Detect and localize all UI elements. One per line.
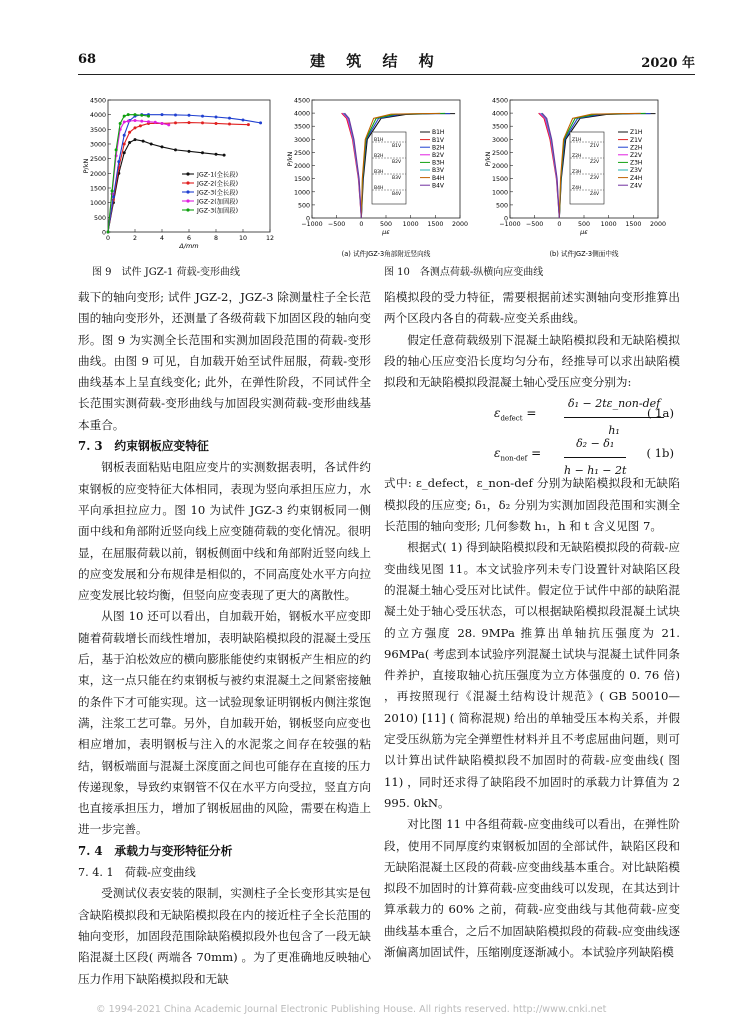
journal-title: 建 筑 结 构 bbox=[310, 52, 442, 70]
panel-caption: (b) 试件JGZ-3侧面中线 bbox=[549, 250, 619, 258]
data-point bbox=[128, 131, 131, 134]
legend-label: JGZ-2(全长段) bbox=[197, 180, 239, 188]
y-tick-label: 1500 bbox=[491, 176, 508, 184]
data-point bbox=[134, 138, 137, 141]
y-axis-label: P/kN bbox=[286, 151, 294, 167]
y-tick-label: 2000 bbox=[293, 163, 310, 171]
figure-9-caption: 图 9 试件 JGZ-1 荷载-变形曲线 bbox=[92, 267, 240, 278]
eq1b-denominator: h − h₁ − 2t bbox=[564, 463, 627, 477]
x-axis-label: με bbox=[382, 228, 390, 236]
data-point bbox=[119, 122, 122, 125]
data-point bbox=[134, 113, 137, 116]
inset-label: B1H bbox=[374, 138, 384, 143]
data-point bbox=[215, 122, 218, 125]
panel-caption: (a) 试件JGZ-3角部附近竖向线 bbox=[341, 250, 431, 258]
paragraph: 从图 10 还可以看出，自加载开始，钢板水平应变即随着荷载增长而线性增加，表明缺陷模拟段的混凝土受压后，基于泊松效应的横向膨胀能使约束钢板产生相应的约束，这一点只能在约束钢板与被约束混凝土之间紧密接触的条件下才可能实现。这一试验现象证明钢板内侧注浆饱满，注浆工艺可靠。另外，自加载开始，钢板竖向应变也相应增加，表明钢板与注入的水泥浆之间存在较强的粘结，钢板端面与混凝土深度面之间也可能存在直接的压力传递现象，导致约束钢管不仅在水平方向受拉，竖直方向也直接承担压力，增加了钢板屈曲的风险，需要在构造上进一步完善。 bbox=[78, 609, 371, 837]
legend-label: Z2V bbox=[630, 152, 643, 159]
series-line-Z3V bbox=[541, 113, 559, 218]
x-tick-label: 1500 bbox=[625, 221, 642, 228]
data-point bbox=[174, 121, 177, 124]
paragraph: 假定任意荷载级别下混凝土缺陷模拟段和无缺陷模拟段的轴心压应变沿长度均匀分布，经推导可以求出缺陷模拟段和无缺陷模拟段混凝土轴心受压应变分别为: bbox=[384, 332, 680, 390]
inset-label: B4H bbox=[374, 186, 384, 191]
data-point bbox=[247, 123, 250, 126]
data-point bbox=[161, 145, 164, 148]
y-tick-label: 3000 bbox=[89, 141, 106, 149]
legend-label: Z1H bbox=[630, 129, 643, 137]
inset-label: Z4V bbox=[590, 192, 600, 197]
data-point bbox=[161, 122, 164, 125]
inset-label: B3V bbox=[392, 176, 402, 181]
eq1a-denominator: h₁ bbox=[608, 423, 620, 437]
y-tick-label: 3000 bbox=[491, 136, 508, 144]
x-tick-label: 8 bbox=[213, 235, 219, 242]
data-point bbox=[134, 126, 137, 129]
inset-label: Z3V bbox=[590, 176, 600, 181]
paragraph: 受测试仪表安装的限制，实测柱子全长变形其实是包含缺陷模拟段和无缺陷模拟段在内的接近柱子全长范围的轴向变形，加固段范围除缺陷模拟段外也包含了一段无缺陷混凝土区段( 两端各 70mm) 。为了更准确地反映轴心压力作用下缺陷模拟段和无缺 bbox=[78, 886, 371, 986]
y-tick-label: 500 bbox=[93, 214, 106, 222]
eq1b-numerator: δ₂ − δ₁ bbox=[564, 433, 626, 457]
y-tick-label: 4000 bbox=[293, 110, 310, 118]
legend-marker bbox=[186, 199, 189, 202]
data-point bbox=[161, 113, 164, 116]
data-point bbox=[201, 151, 204, 154]
data-point bbox=[127, 113, 130, 116]
eq1a-tag: ( 1a) bbox=[646, 406, 674, 421]
eq1a-equals: = bbox=[526, 406, 537, 421]
data-point bbox=[228, 117, 231, 120]
y-tick-label: 2000 bbox=[491, 163, 508, 171]
data-point bbox=[223, 154, 226, 157]
x-tick-label: 1000 bbox=[402, 221, 419, 228]
data-point bbox=[259, 121, 262, 124]
left-column bbox=[78, 287, 371, 990]
legend-label: B2V bbox=[432, 152, 445, 159]
y-tick-label: 3500 bbox=[293, 123, 310, 131]
y-tick-label: 1000 bbox=[491, 189, 508, 197]
legend-marker bbox=[186, 208, 189, 211]
y-tick-label: 0 bbox=[305, 215, 310, 223]
page-number: 68 bbox=[78, 52, 97, 67]
x-tick-label: 1000 bbox=[600, 221, 617, 228]
data-point bbox=[123, 115, 126, 118]
inset-label: Z2H bbox=[572, 154, 582, 159]
legend-marker bbox=[186, 172, 189, 175]
data-point bbox=[188, 121, 191, 124]
header-rule bbox=[78, 74, 695, 75]
y-tick-label: 500 bbox=[297, 202, 310, 210]
section-heading: 7. 4 承载力与变形特征分析 bbox=[78, 843, 233, 858]
inset-label: Z1V bbox=[590, 144, 600, 149]
inset-label: Z1H bbox=[572, 138, 582, 143]
equation-1a bbox=[384, 393, 680, 437]
data-point bbox=[167, 123, 170, 126]
equation-1b bbox=[384, 433, 680, 477]
y-tick-label: 1000 bbox=[89, 200, 106, 208]
data-point bbox=[140, 120, 143, 123]
data-point bbox=[188, 114, 191, 117]
data-point bbox=[147, 120, 150, 123]
y-tick-label: 4000 bbox=[491, 110, 508, 118]
eq1a-subscript: defect bbox=[500, 414, 523, 423]
data-point bbox=[111, 189, 114, 192]
data-point bbox=[142, 140, 145, 143]
paragraph: 陷模拟段的受力特征，需要根据前述实测轴向变形推算出两个区段内各自的荷载-应变关系曲线。 bbox=[384, 290, 680, 326]
inset-label: Z4H bbox=[572, 186, 582, 191]
y-tick-label: 0 bbox=[503, 215, 508, 223]
series-line-B3V bbox=[344, 113, 362, 218]
legend-label: B3V bbox=[432, 167, 445, 175]
data-point bbox=[147, 115, 150, 118]
legend-label: Z4H bbox=[630, 174, 643, 182]
data-point bbox=[154, 121, 157, 124]
x-tick-label: −500 bbox=[328, 221, 346, 228]
legend-label: JGZ-1(全长段) bbox=[197, 171, 239, 179]
x-tick-label: 500 bbox=[379, 221, 393, 228]
data-point bbox=[215, 153, 218, 156]
data-point bbox=[117, 160, 120, 163]
series-line-B4V bbox=[345, 113, 362, 218]
eq1a-lhs: ε bbox=[494, 406, 501, 421]
legend-label: JGZ-3(全长段) bbox=[197, 189, 239, 197]
data-point bbox=[115, 148, 118, 151]
right-column bbox=[384, 287, 680, 963]
eq1b-subscript: non-def bbox=[500, 454, 528, 463]
y-axis-label: P/kN bbox=[82, 158, 90, 174]
x-tick-label: 0 bbox=[557, 221, 562, 228]
eq1b-tag: ( 1b) bbox=[646, 446, 674, 461]
data-point bbox=[128, 141, 131, 144]
legend-label: Z1V bbox=[630, 136, 643, 144]
x-tick-label: −1000 bbox=[301, 221, 323, 228]
inset-label: B2V bbox=[392, 160, 402, 165]
x-tick-label: 2000 bbox=[451, 221, 469, 228]
x-axis-label: Δ/mm bbox=[179, 242, 199, 250]
eq1b-lhs: ε bbox=[494, 446, 501, 461]
x-tick-label: 12 bbox=[265, 235, 275, 242]
data-point bbox=[242, 118, 245, 121]
y-tick-label: 500 bbox=[495, 202, 508, 210]
inset-label: B3H bbox=[374, 170, 384, 175]
data-point bbox=[201, 121, 204, 124]
x-tick-label: −500 bbox=[526, 221, 544, 228]
legend-label: B1H bbox=[432, 129, 445, 137]
legend-label: B4V bbox=[432, 182, 445, 190]
copyright-footer: © 1994-2021 China Academic Journal Electronic Publishing House. All rights reserved. http://www.cnki.net bbox=[96, 1004, 607, 1015]
data-point bbox=[188, 150, 191, 153]
eq1a-numerator: δ₁ − 2tε_non-def bbox=[564, 393, 664, 417]
data-point bbox=[228, 123, 231, 126]
paragraph: 载下的轴向变形; 试件 JGZ-2，JGZ-3 除测量柱子全长范围的轴向变形外，还测量了各级荷载下加固区段的轴向变形。图 9 为实测全长范围和实测加固段范围的荷载-变形曲线。由图 9 可见，自加载开始至试件屈服，荷载-变形曲线基本上呈直线变化; 此外，在弹性阶段，不同试件全长范围实测荷载-变形曲线与加固段实测荷载-变形曲线基本重合。 bbox=[78, 290, 371, 432]
data-point bbox=[107, 231, 110, 234]
inset-label: B2H bbox=[374, 154, 384, 159]
y-tick-label: 4500 bbox=[293, 97, 310, 105]
plot-frame bbox=[108, 100, 270, 232]
y-tick-label: 2000 bbox=[89, 170, 106, 178]
y-tick-label: 1500 bbox=[293, 176, 310, 184]
inset-label: Z3H bbox=[572, 170, 582, 175]
legend-marker bbox=[186, 181, 189, 184]
y-tick-label: 2500 bbox=[89, 156, 106, 164]
data-point bbox=[123, 134, 126, 137]
data-point bbox=[127, 120, 130, 123]
section-heading: 7. 3 约束钢板应变特征 bbox=[78, 439, 209, 454]
y-tick-label: 3500 bbox=[491, 123, 508, 131]
y-tick-label: 3500 bbox=[89, 126, 106, 134]
paragraph: 根据式( 1) 得到缺陷模拟段和无缺陷模拟段的荷载-应变曲线见图 11。本文试验序列未专门设置针对缺陷区段的混凝土轴心受压对比试件。假定位于试件中部的缺陷混凝土处于轴心受压状态，可以根据缺陷模拟段混凝土试块的立方强度 28. 9MPa 推算出单轴抗压强度为 21. 96MPa( 考虑到本试验序列混凝土试块与混凝土试件同条件养护，直接取轴心抗压强度为立方体强度的 0. 76 倍) ，再按照现行《混凝土结构设计规范》( GB 50010—2010) [11] ( 简称混规) 给出的单轴受压本构关系，并假定受压纵筋为完全弹塑性材料并且不考虑屈曲问题，则可以计算出试件缺陷模拟段不加固时的荷载-应变曲线( 图 11) ，同时还求得了缺陷段不加固时的承载力计算值为 2 995. 0kN。 bbox=[384, 540, 680, 810]
data-point bbox=[139, 124, 142, 127]
x-tick-label: 1500 bbox=[427, 221, 444, 228]
inset-label: B1V bbox=[392, 144, 402, 149]
x-axis-label: με bbox=[580, 228, 588, 236]
legend-label: B3H bbox=[432, 159, 445, 167]
x-tick-label: 2 bbox=[132, 235, 138, 242]
section-heading: 7. 4. 1 荷载-应变曲线 bbox=[78, 866, 196, 880]
x-tick-label: 10 bbox=[238, 235, 248, 242]
paragraph: 钢板表面粘贴电阻应变片的实测数据表明，各试件约束钢板的应变特征大体相同，表现为竖向承担压应力，水平向承担拉应力。图 10 为试件 JGZ-3 约束钢板同一侧面中线和角部附近竖向线上应变随荷载的变化情况。很明显，在屈服荷载以前，钢板侧面中线和角部附近竖向线上的应变发展和分布规律是相似的，不同高度处水平方向拉应变发展比较均衡，但竖向应变表现了更大的离散性。 bbox=[78, 460, 371, 603]
figure-10-caption: 图 10 各测点荷载-纵横向应变曲线 bbox=[384, 267, 544, 278]
legend-marker bbox=[186, 190, 189, 193]
data-point bbox=[123, 121, 126, 124]
y-tick-label: 2500 bbox=[491, 149, 508, 157]
data-point bbox=[174, 148, 177, 151]
inset-label: Z2V bbox=[590, 160, 600, 165]
legend-label: B1V bbox=[432, 136, 445, 144]
data-point bbox=[201, 115, 204, 118]
y-tick-label: 1000 bbox=[293, 189, 310, 197]
x-tick-label: 0 bbox=[359, 221, 364, 228]
y-tick-label: 4500 bbox=[89, 97, 106, 105]
legend-label: Z3V bbox=[630, 167, 643, 175]
figure-10b-chart bbox=[478, 92, 688, 260]
x-tick-label: 0 bbox=[105, 235, 111, 242]
y-tick-label: 0 bbox=[101, 229, 106, 237]
eq1b-equals: = bbox=[531, 446, 542, 461]
legend-label: Z3H bbox=[630, 159, 643, 167]
y-axis-label: P/kN bbox=[484, 151, 492, 167]
x-tick-label: 4 bbox=[159, 235, 165, 242]
y-tick-label: 4500 bbox=[491, 97, 508, 105]
legend-label: Z4V bbox=[630, 182, 643, 190]
y-tick-label: 2500 bbox=[293, 149, 310, 157]
data-point bbox=[123, 151, 126, 154]
x-tick-label: 6 bbox=[186, 235, 192, 242]
legend-label: B2H bbox=[432, 144, 445, 152]
figure-10a-chart bbox=[280, 92, 480, 260]
paragraph: 对比图 11 中各组荷载-应变曲线可以看出，在弹性阶段，使用不同厚度约束钢板加固的全部试件，缺陷区段和无缺陷混凝土区段的荷载-应变曲线基本重合。对比缺陷模拟段不加固时的计算荷载-应变曲线可以发现，在其达到计算承载力的 60% 之前，荷载-应变曲线与其他荷载-应变曲线基本重合，之后不加固缺陷模拟段的荷载-应变曲线逐渐偏离加固试件，压缩刚度逐渐减小。本试验序列缺陷模 bbox=[384, 817, 680, 960]
series-line-Z4V bbox=[542, 113, 559, 218]
x-tick-label: 2000 bbox=[649, 221, 667, 228]
paragraph: 式中: ε_defect，ε_non-def 分别为缺陷模拟段和无缺陷模拟段的压应变; δ₁，δ₂ 分别为实测加固段范围和实测全长范围的轴向变形; 几何参数 h₁，h 和 t 含义见图 7。 bbox=[384, 476, 680, 534]
y-tick-label: 3000 bbox=[293, 136, 310, 144]
x-tick-label: −1000 bbox=[499, 221, 521, 228]
y-tick-label: 4000 bbox=[89, 112, 106, 120]
x-tick-label: 500 bbox=[577, 221, 591, 228]
y-tick-label: 1500 bbox=[89, 185, 106, 193]
legend-label: Z2H bbox=[630, 144, 643, 152]
figure-9-chart bbox=[80, 92, 280, 252]
data-point bbox=[134, 119, 137, 122]
data-point bbox=[140, 114, 143, 117]
legend-label: JGZ-3(加固段) bbox=[197, 207, 239, 215]
data-point bbox=[174, 113, 177, 116]
inset-label: B4V bbox=[392, 192, 402, 197]
data-point bbox=[150, 143, 153, 146]
legend-label: B4H bbox=[432, 174, 445, 182]
legend-label: JGZ-2(加固段) bbox=[197, 198, 239, 206]
journal-year: 2020 年 bbox=[641, 56, 695, 71]
data-point bbox=[215, 116, 218, 119]
